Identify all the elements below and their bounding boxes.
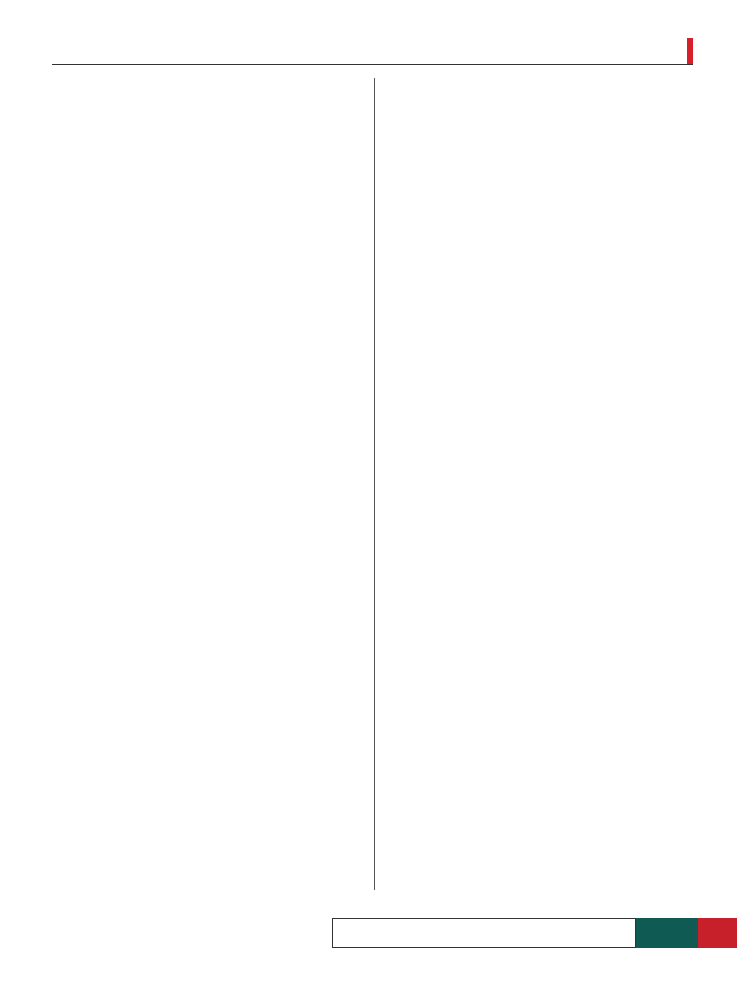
header-rule: [52, 64, 693, 65]
footer-accent: [698, 918, 737, 948]
header-accent-bar: [687, 38, 693, 64]
footer-title-box: [332, 918, 636, 948]
column-divider: [374, 78, 375, 890]
footer-page-number: [636, 918, 698, 948]
